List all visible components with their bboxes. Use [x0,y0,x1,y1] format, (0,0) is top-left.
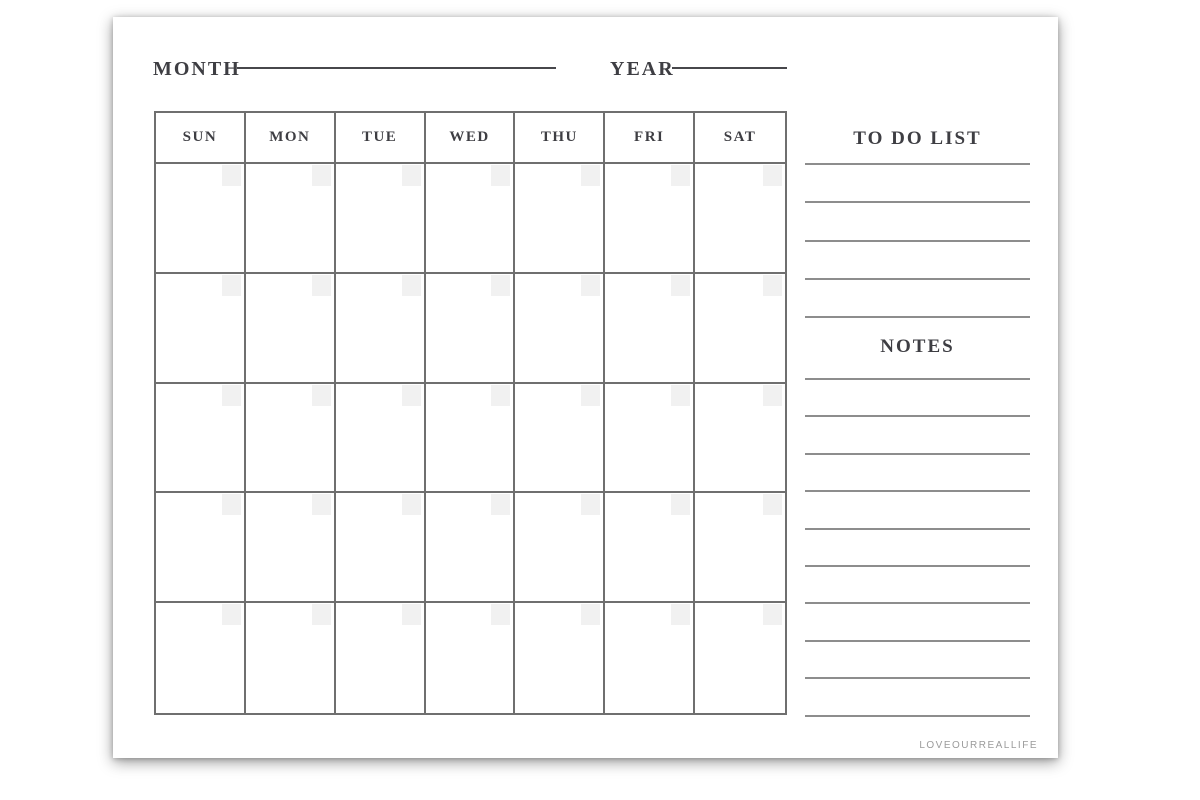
calendar-cell [695,164,785,274]
year-fill-line [672,67,787,69]
date-box [763,604,782,625]
calendar-cell [605,493,695,603]
calendar-cell [605,274,695,384]
notes-line [805,378,1030,380]
calendar-cell [246,603,336,713]
date-box [763,385,782,406]
day-header-tue: TUE [336,113,426,164]
notes-line [805,640,1030,642]
watermark: LOVEOURREALLIFE [919,740,1038,751]
notes-line [805,528,1030,530]
calendar-cell [515,164,605,274]
date-box [222,494,241,515]
day-header-thu: THU [515,113,605,164]
todo-line [805,163,1030,165]
notes-line [805,453,1030,455]
year-label: YEAR [610,58,675,80]
day-header-sat: SAT [695,113,785,164]
calendar-cell [336,603,426,713]
date-box [222,165,241,186]
calendar-grid [154,111,787,715]
date-box [222,604,241,625]
date-box [581,494,600,515]
day-header-fri: FRI [605,113,695,164]
month-fill-line [237,67,556,69]
date-box [402,385,421,406]
calendar-cell [426,493,516,603]
todo-line [805,201,1030,203]
calendar-cell [695,274,785,384]
date-box [581,165,600,186]
calendar-cell [336,384,426,494]
calendar-cell [605,384,695,494]
calendar-cell [156,164,246,274]
planner-page [113,17,1058,758]
date-box [402,494,421,515]
calendar-cell [246,164,336,274]
date-box [491,604,510,625]
calendar-cell [156,603,246,713]
date-box [312,494,331,515]
date-box [312,604,331,625]
date-box [581,275,600,296]
date-box [671,494,690,515]
notes-title: NOTES [880,336,955,357]
date-box [402,275,421,296]
date-box [671,165,690,186]
date-box [222,275,241,296]
notes-line [805,677,1030,679]
calendar-cell [426,384,516,494]
calendar-cell [426,603,516,713]
notes-line [805,715,1030,717]
notes-line [805,415,1030,417]
calendar-cell [336,274,426,384]
date-box [491,165,510,186]
date-box [671,275,690,296]
date-box [402,604,421,625]
date-box [222,385,241,406]
date-box [763,165,782,186]
month-label: MONTH [153,58,241,80]
date-box [402,165,421,186]
calendar-cell [426,274,516,384]
day-header-mon: MON [246,113,336,164]
date-box [581,385,600,406]
calendar-cell [246,274,336,384]
calendar-cell [605,603,695,713]
calendar-cell [695,493,785,603]
date-box [763,494,782,515]
calendar-cell [336,493,426,603]
date-box [491,385,510,406]
calendar-cell [515,274,605,384]
calendar-cell [156,274,246,384]
calendar-cell [695,384,785,494]
notes-line [805,565,1030,567]
notes-line [805,490,1030,492]
calendar-cell [695,603,785,713]
todo-list-title: TO DO LIST [853,128,982,149]
calendar-cell [426,164,516,274]
calendar-cell [156,493,246,603]
calendar-cell [156,384,246,494]
notes-line [805,602,1030,604]
todo-line [805,240,1030,242]
calendar-cell [246,384,336,494]
calendar-cell [336,164,426,274]
date-box [312,275,331,296]
calendar-cell [515,493,605,603]
date-box [671,385,690,406]
calendar-cell [246,493,336,603]
date-box [491,275,510,296]
calendar-cell [605,164,695,274]
date-box [671,604,690,625]
date-box [763,275,782,296]
todo-line [805,278,1030,280]
date-box [491,494,510,515]
calendar-cell [515,603,605,713]
todo-line [805,316,1030,318]
day-header-sun: SUN [156,113,246,164]
date-box [581,604,600,625]
calendar-cell [515,384,605,494]
sidebar [805,17,1030,758]
day-header-wed: WED [426,113,516,164]
date-box [312,165,331,186]
date-box [312,385,331,406]
